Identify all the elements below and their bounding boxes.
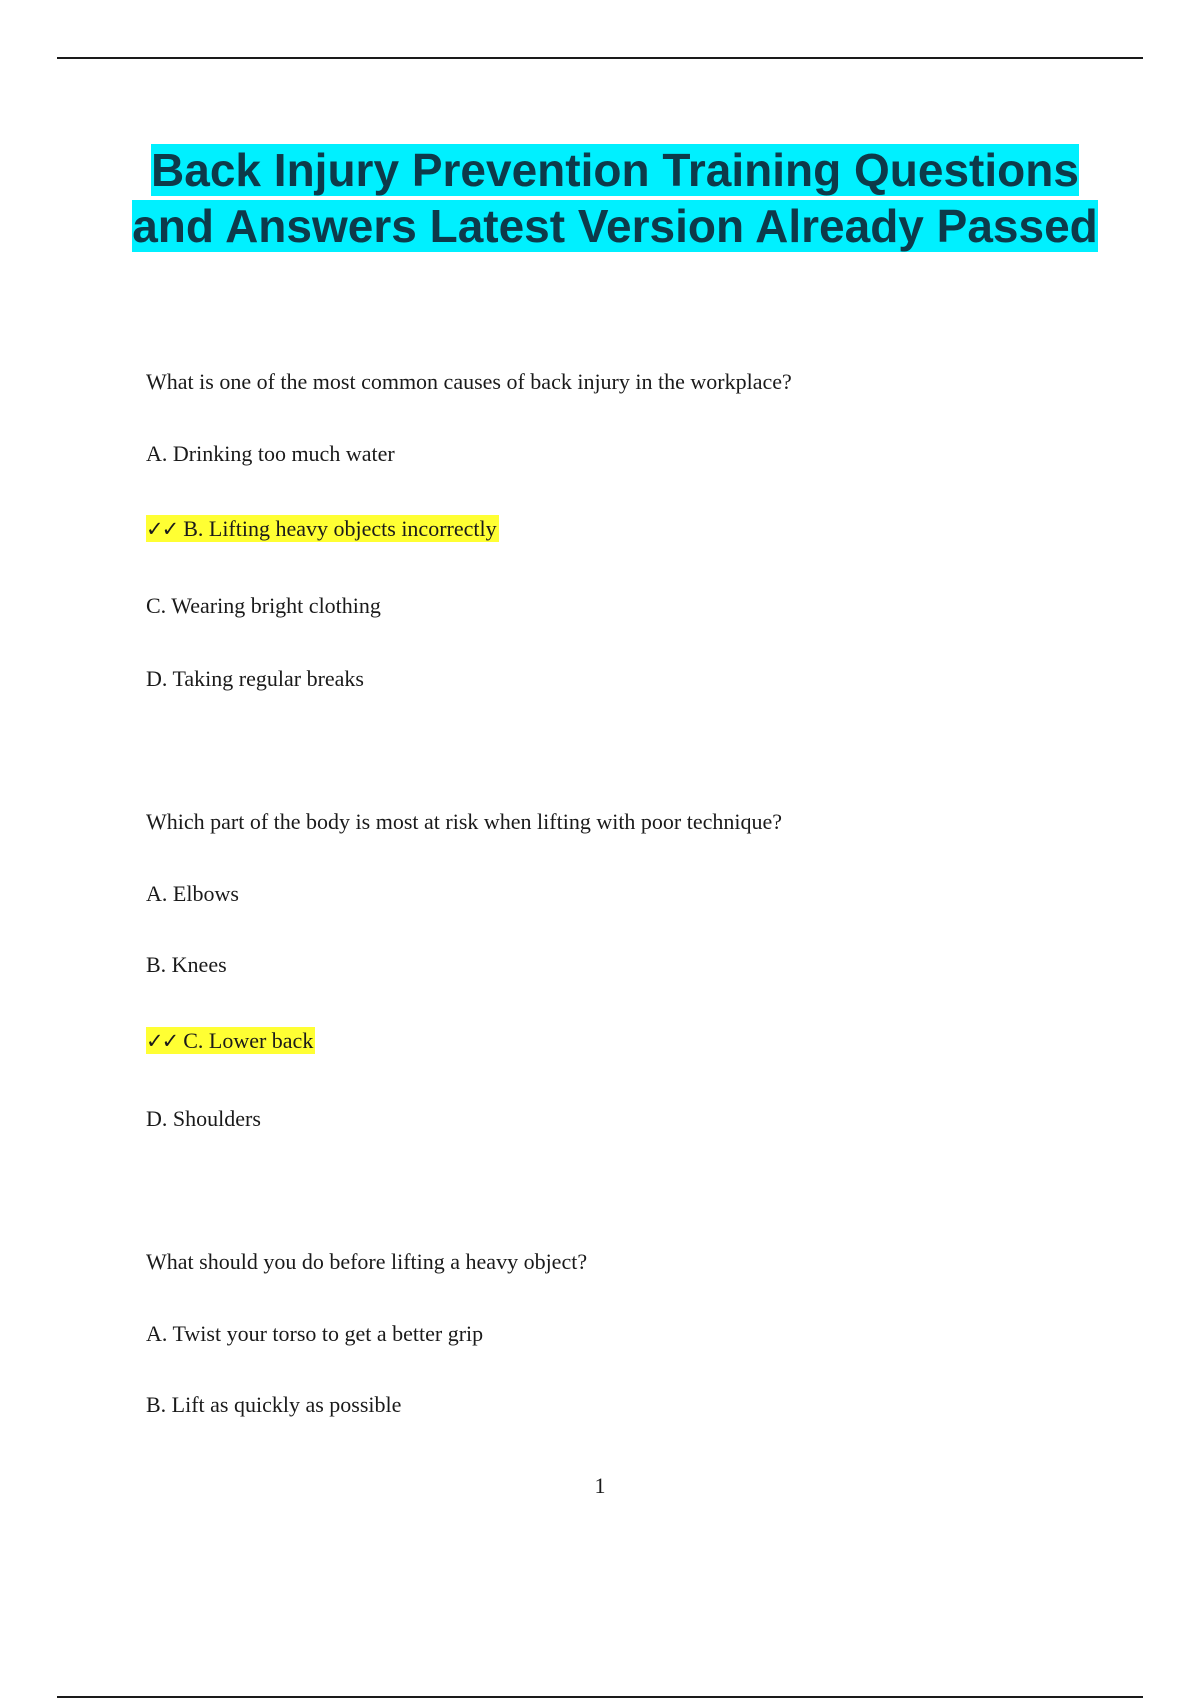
q2-option-c-label: C. Lower back [183,1028,314,1053]
q2-option-d: D. Shoulders [146,1106,261,1131]
header-rule [57,57,1143,59]
q1-option-c: C. Wearing bright clothing [146,593,381,618]
q1-option-a: A. Drinking too much water [146,441,395,466]
correct-answer-highlight [146,1027,315,1054]
page-number: 1 [594,1473,606,1498]
question-3: What should you do before lifting a heavy object? [146,1249,588,1274]
q2-option-a: A. Elbows [146,881,239,906]
correct-answer-highlight [146,515,499,542]
q3-option-b: B. Lift as quickly as possible [146,1392,402,1417]
q1-option-b-correct [146,515,499,543]
q3-option-a: A. Twist your torso to get a better grip [146,1321,484,1346]
q2-option-c-correct [146,1027,315,1055]
title-highlight: Back Injury Prevention Training Questions and Answers Latest Version Already Passed [132,144,1098,252]
q2-option-b: B. Knees [146,952,227,977]
footer-rule [57,1696,1143,1698]
check-icon: ✓✓ [146,1029,178,1053]
document-title [110,142,1120,254]
question-1: What is one of the most common causes of back injury in the workplace? [146,369,792,394]
q1-option-b-label: B. Lifting heavy objects incorrectly [183,516,497,541]
question-2: Which part of the body is most at risk when lifting with poor technique? [146,809,783,834]
check-icon: ✓✓ [146,517,178,541]
q1-option-d: D. Taking regular breaks [146,666,364,691]
